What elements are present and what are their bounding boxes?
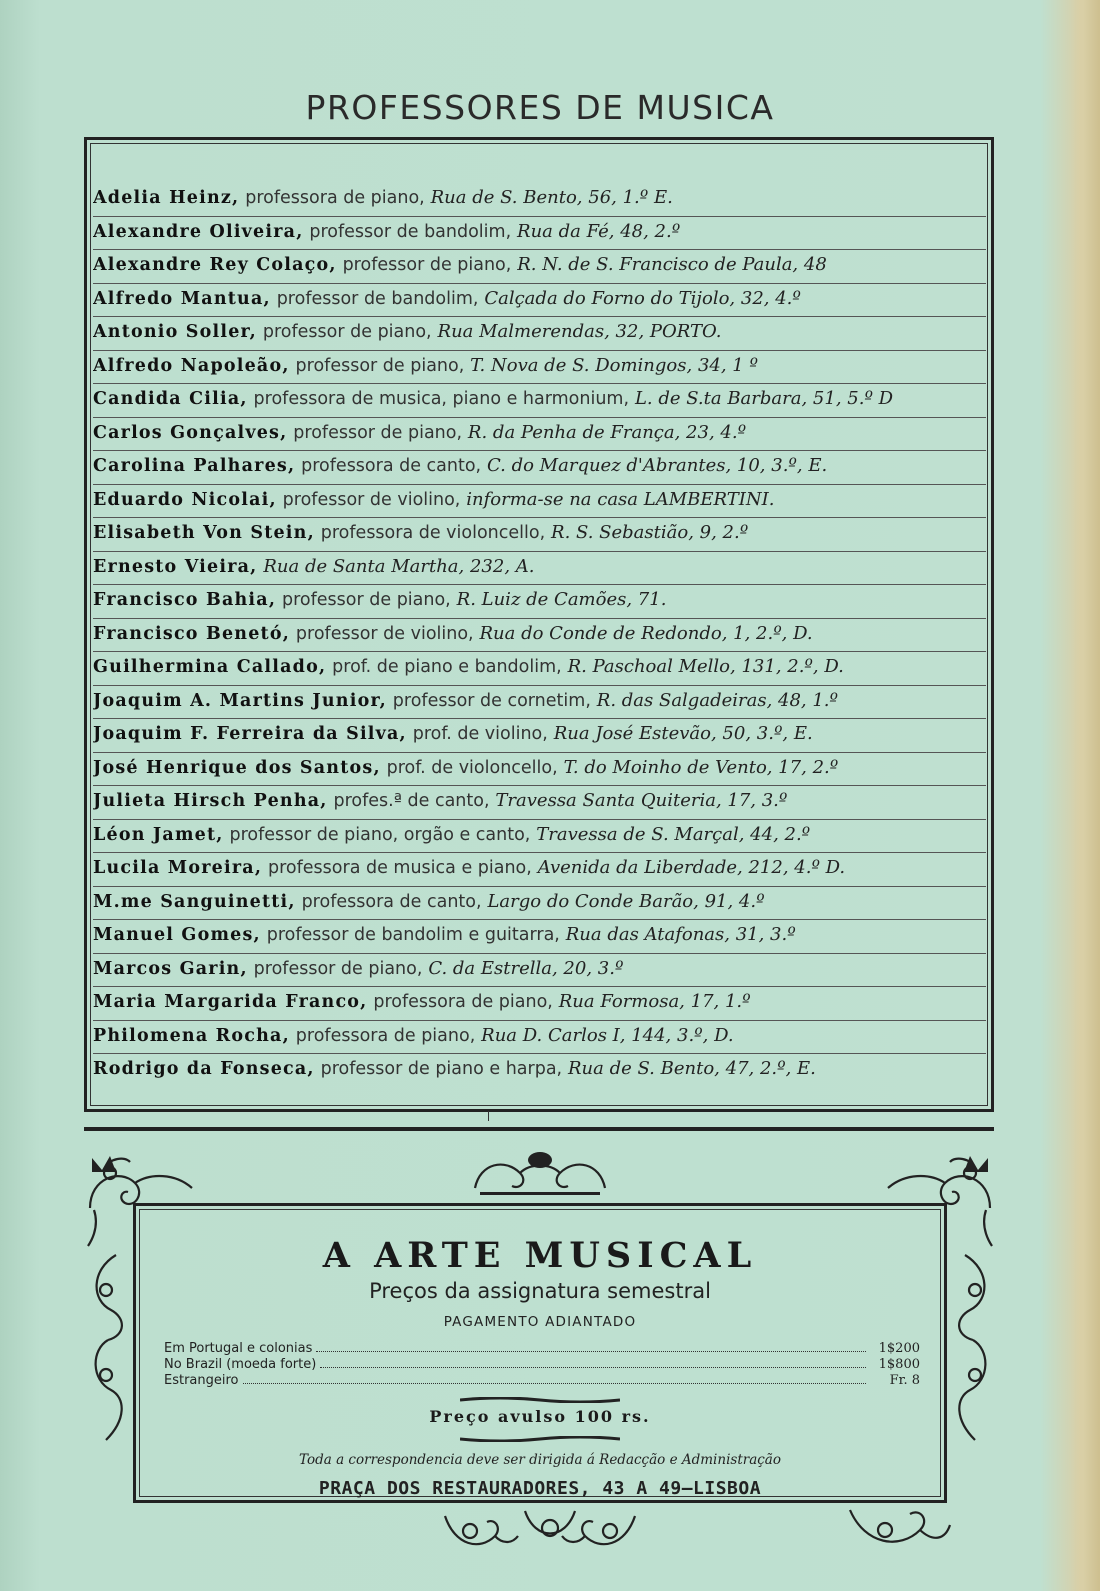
directory-entry: [93, 317, 986, 351]
directory-entry: [93, 1054, 986, 1087]
directory-entry: [93, 920, 986, 954]
teacher-name: Lucila Moreira,: [93, 858, 263, 878]
teacher-description: professor de piano,: [262, 322, 432, 342]
single-issue-price: Preço avulso 100 rs.: [429, 1407, 651, 1426]
teacher-name: Elisabeth Von Stein,: [93, 523, 315, 543]
directory-entry: [93, 518, 986, 552]
teacher-description: professor de piano e harpa,: [320, 1059, 563, 1079]
leader-dots: [243, 1383, 866, 1384]
teacher-address: C. do Marquez d'Abrantes, 10, 3.º, E.: [487, 455, 828, 476]
teacher-address: Rua de S. Bento, 47, 2.º, E.: [568, 1058, 816, 1079]
directory-list: [93, 183, 986, 1087]
teacher-name: Antonio Soller,: [93, 322, 257, 342]
teacher-description: professor de violino,: [282, 489, 461, 510]
teacher-address: R. das Salgadeiras, 48, 1.º: [596, 689, 838, 711]
teacher-description: professora de canto,: [301, 891, 482, 912]
page-spine-shadow: [1072, 0, 1100, 1591]
teacher-description: professor de bandolim e guitarra,: [266, 925, 560, 945]
directory-entry: [93, 1021, 986, 1055]
directory-entry: [93, 753, 986, 787]
teacher-name: José Henrique dos Santos,: [93, 757, 381, 778]
price-value: Fr. 8: [889, 1373, 920, 1388]
teacher-description: professor de piano,: [253, 958, 423, 979]
bottom-right-corner-ornament: [845, 1500, 955, 1560]
teacher-description: prof. de violoncello,: [386, 757, 558, 778]
price-label: Em Portugal e colonias: [164, 1341, 313, 1356]
teacher-address: R. Luiz de Camões, 71.: [456, 589, 667, 610]
teacher-name: Joaquim F. Ferreira da Silva,: [93, 724, 407, 744]
teacher-description: professor de cornetim,: [392, 690, 591, 711]
directory-entry: [93, 418, 986, 452]
directory-entry: [93, 887, 986, 921]
teacher-description: professora de violoncello,: [320, 523, 546, 543]
teacher-description: prof. de piano e bandolim,: [332, 657, 562, 677]
teacher-name: M.me Sanguinetti,: [93, 891, 296, 912]
teacher-name: Alfredo Napoleão,: [93, 355, 290, 376]
teacher-name: Léon Jamet,: [93, 824, 224, 845]
directory-entry: [93, 451, 986, 485]
teacher-description: professor de piano, orgão e canto,: [229, 824, 531, 845]
teacher-name: Candida Cilia,: [93, 389, 248, 409]
price-label: No Brazil (moeda forte): [164, 1357, 317, 1372]
teacher-name: Julieta Hirsch Penha,: [93, 791, 328, 811]
directory-entry: [93, 786, 986, 820]
teacher-name: Rodrigo da Fonseca,: [93, 1059, 315, 1079]
teacher-name: Guilhermina Callado,: [93, 657, 327, 677]
directory-entry: [93, 820, 986, 854]
teacher-name: Francisco Bahia,: [93, 590, 277, 610]
directory-entry: [93, 485, 986, 519]
leader-dots: [320, 1367, 866, 1368]
teacher-name: Alfredo Mantua,: [93, 288, 271, 309]
price-list: [164, 1341, 920, 1389]
frame-tick-mark: [488, 1111, 489, 1121]
teacher-address: Calçada do Forno do Tijolo, 32, 4.º: [484, 287, 801, 309]
directory-entry: [93, 585, 986, 619]
ornamental-rule-top: [460, 1397, 620, 1403]
teacher-name: Adelia Heinz,: [93, 188, 240, 208]
teacher-name: Manuel Gomes,: [93, 925, 261, 945]
teacher-name: Francisco Benetó,: [93, 623, 291, 644]
teacher-address: Rua das Atafonas, 31, 3.º: [565, 924, 796, 945]
teacher-description: professor de piano,: [295, 355, 465, 376]
teacher-name: Carolina Palhares,: [93, 456, 296, 476]
directory-entry: [93, 284, 986, 318]
advert-subtitle: Preços da assignatura semestral: [369, 1279, 711, 1303]
teacher-address: R. S. Sebastião, 9, 2.º: [551, 522, 749, 543]
teacher-description: professor de bandolim,: [309, 221, 512, 242]
teacher-address: C. da Estrella, 20, 3.º: [428, 957, 624, 979]
teacher-address: Rua da Fé, 48, 2.º: [517, 220, 681, 242]
teacher-name: Maria Margarida Franco,: [93, 992, 368, 1012]
teacher-description: professora de piano,: [245, 188, 425, 208]
bottom-right-scroll-ornament: [560, 1506, 640, 1556]
teacher-description: professor de piano,: [282, 590, 451, 610]
teacher-address: Rua D. Carlos I, 144, 3.º, D.: [481, 1024, 734, 1046]
advert-payment-note: PAGAMENTO ADIANTADO: [443, 1314, 637, 1330]
teacher-address: Travessa de S. Marçal, 44, 2.º: [536, 823, 811, 845]
teacher-address: Avenida da Liberdade, 212, 4.º D.: [537, 857, 846, 878]
directory-entry: [93, 853, 986, 887]
price-label: Estrangeiro: [164, 1373, 239, 1388]
price-row: [164, 1373, 920, 1389]
teacher-description: profes.ª de canto,: [333, 791, 490, 811]
teacher-address: Rua Formosa, 17, 1.º: [558, 991, 751, 1012]
teacher-name: Ernesto Vieira,: [93, 556, 258, 577]
teacher-name: Alexandre Oliveira,: [93, 221, 304, 242]
teacher-address: Rua do Conde de Redondo, 1, 2.º, D.: [479, 622, 813, 644]
teacher-address: Rua de S. Bento, 56, 1.º E.: [430, 187, 673, 208]
section-divider: [84, 1127, 994, 1131]
left-side-scroll-ornament: [86, 1250, 131, 1450]
directory-entry: [93, 552, 986, 586]
price-value: 1$200: [878, 1341, 920, 1356]
teacher-address: Largo do Conde Barão, 91, 4.º: [487, 890, 765, 912]
price-row: [164, 1341, 920, 1357]
teacher-description: professor de piano,: [342, 255, 512, 275]
teacher-address: L. de S.ta Barbara, 51, 5.º D: [634, 388, 894, 409]
teacher-description: professor de piano,: [293, 422, 463, 443]
directory-entry: [93, 250, 986, 284]
teacher-address: T. do Moinho de Vento, 17, 2.º: [563, 756, 839, 778]
teacher-address: Travessa Santa Quiteria, 17, 3.º: [495, 790, 788, 811]
teacher-address: Rua de Santa Martha, 232, A.: [263, 555, 535, 577]
ornamental-rule-bottom: [460, 1436, 620, 1442]
directory-entry: [93, 719, 986, 753]
teacher-address: R. N. de S. Francisco de Paula, 48: [517, 254, 827, 275]
teacher-address: Rua Malmerendas, 32, PORTO.: [437, 321, 722, 342]
directory-entry: [93, 652, 986, 686]
bottom-left-scroll-ornament: [440, 1506, 520, 1556]
teacher-address: T. Nova de S. Domingos, 34, 1 º: [470, 354, 758, 376]
directory-entry: [93, 217, 986, 251]
teacher-address: informa-se na casa LAMBERTINI.: [466, 488, 775, 510]
teacher-description: professora de piano,: [295, 1025, 476, 1046]
price-value: 1$800: [878, 1357, 920, 1372]
right-side-scroll-ornament: [950, 1250, 995, 1450]
top-center-scroll-ornament: [470, 1148, 610, 1198]
teacher-name: Eduardo Nicolai,: [93, 489, 277, 510]
teacher-address: R. Paschoal Mello, 131, 2.º, D.: [567, 656, 844, 677]
directory-entry: [93, 351, 986, 385]
teacher-name: Joaquim A. Martins Junior,: [93, 690, 387, 711]
teacher-description: professora de musica, piano e harmonium,: [253, 389, 630, 409]
teacher-name: Marcos Garin,: [93, 958, 248, 979]
page-title: PROFESSORES DE MUSICA: [305, 88, 775, 127]
correspondence-note: Toda a correspondencia deve ser dirigida á Redacção e Administração: [299, 1452, 781, 1468]
directory-entry: [93, 619, 986, 653]
teacher-address: R. da Penha de França, 23, 4.º: [467, 421, 747, 443]
directory-entry: [93, 384, 986, 418]
leader-dots: [316, 1351, 866, 1352]
teacher-description: professor de bandolim,: [276, 288, 479, 309]
teacher-name: Carlos Gonçalves,: [93, 422, 288, 443]
publisher-address: PRAÇA DOS RESTAURADORES, 43 A 49—LISBOA: [318, 1478, 762, 1499]
directory-entry: [93, 183, 986, 217]
teacher-name: Philomena Rocha,: [93, 1025, 290, 1046]
directory-entry: [93, 987, 986, 1021]
advert-title: A ARTE MUSICAL: [322, 1235, 758, 1276]
teacher-description: professora de musica e piano,: [268, 858, 532, 878]
teacher-address: Rua José Estevão, 50, 3.º, E.: [553, 723, 813, 744]
teacher-description: professor de violino,: [295, 623, 474, 644]
directory-entry: [93, 954, 986, 988]
teacher-name: Alexandre Rey Colaço,: [93, 255, 337, 275]
teacher-description: professora de canto,: [301, 456, 482, 476]
price-row: [164, 1357, 920, 1373]
teacher-description: prof. de violino,: [412, 724, 548, 744]
teacher-description: professora de piano,: [373, 992, 553, 1012]
directory-entry: [93, 686, 986, 720]
